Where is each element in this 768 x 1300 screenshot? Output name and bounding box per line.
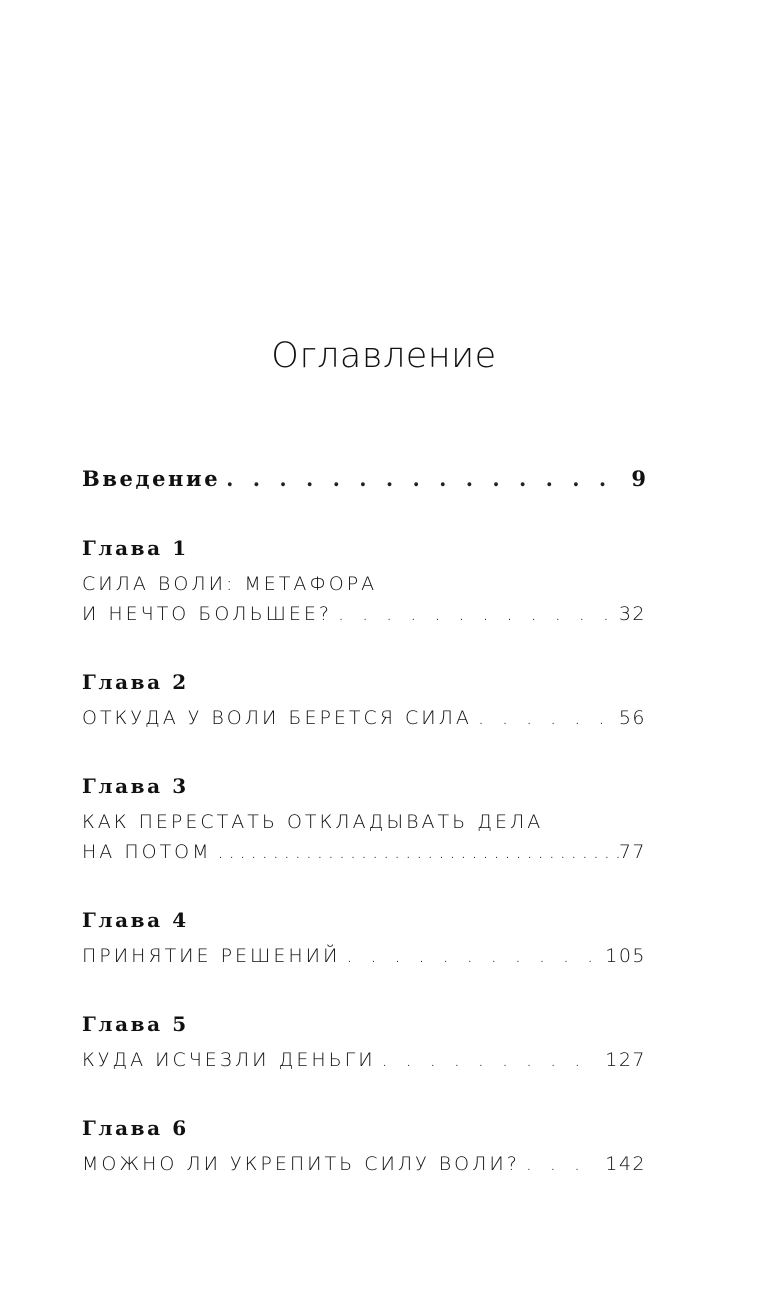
page-number: 142 — [605, 1153, 646, 1175]
dot-leader — [478, 704, 613, 732]
chapter-title-text: МОЖНО ЛИ УКРЕПИТЬ СИЛУ ВОЛИ? — [82, 1153, 520, 1175]
toc-entry-chapter-4 — [82, 906, 646, 970]
chapter-title-text: КАК ПЕРЕСТАТЬ ОТКЛАДЫВАТЬ ДЕЛА — [82, 811, 544, 833]
dot-leader — [526, 1150, 599, 1178]
chapter-title-text: СИЛА ВОЛИ: МЕТАФОРА — [82, 573, 378, 595]
chapter-label: Глава 6 — [82, 1116, 189, 1140]
page-number: 32 — [618, 603, 646, 625]
toc-entry-introduction — [82, 466, 646, 500]
dot-leader — [382, 1046, 600, 1074]
dot-leader — [226, 466, 625, 491]
toc-entry-chapter-1 — [82, 534, 646, 628]
page-number: 77 — [618, 841, 646, 863]
chapter-label: Глава 1 — [82, 536, 189, 560]
chapter-title-line-1 — [82, 1150, 646, 1178]
chapter-title-line-1 — [82, 808, 646, 836]
toc-entry-chapter-6 — [82, 1114, 646, 1178]
entry-title: Введение — [82, 466, 221, 491]
chapter-title-text: ПРИНЯТИЕ РЕШЕНИЙ — [82, 945, 341, 967]
chapter-label: Глава 3 — [82, 774, 189, 798]
page-title: Оглавление — [271, 336, 497, 376]
page-number: 56 — [618, 707, 646, 729]
toc-entry-chapter-3 — [82, 772, 646, 866]
table-of-contents — [82, 466, 646, 1178]
chapter-title-line-2 — [82, 600, 646, 628]
chapter-title-line-1 — [82, 570, 646, 598]
dot-leader — [218, 838, 619, 866]
chapter-title-text: ОТКУДА У ВОЛИ БЕРЕТСЯ СИЛА — [82, 707, 472, 729]
chapter-title-text: НА ПОТОМ — [82, 841, 212, 863]
page-number: 9 — [631, 466, 646, 491]
toc-entry-chapter-5 — [82, 1010, 646, 1074]
chapter-label: Глава 4 — [82, 908, 189, 932]
chapter-title-line-1 — [82, 1046, 646, 1074]
chapter-title-line-1 — [82, 704, 646, 732]
toc-entry-chapter-2 — [82, 668, 646, 732]
chapter-title-text: И НЕЧТО БОЛЬШЕЕ? — [82, 603, 332, 625]
dot-leader — [346, 942, 599, 970]
chapter-title-text: КУДА ИСЧЕЗЛИ ДЕНЬГИ — [82, 1049, 376, 1071]
dot-leader — [338, 600, 613, 628]
chapter-label: Глава 5 — [82, 1012, 189, 1036]
page-number: 127 — [605, 1049, 646, 1071]
page-number: 105 — [605, 945, 646, 967]
chapter-title-line-1 — [82, 942, 646, 970]
chapter-label: Глава 2 — [82, 670, 189, 694]
chapter-title-line-2 — [82, 838, 646, 866]
